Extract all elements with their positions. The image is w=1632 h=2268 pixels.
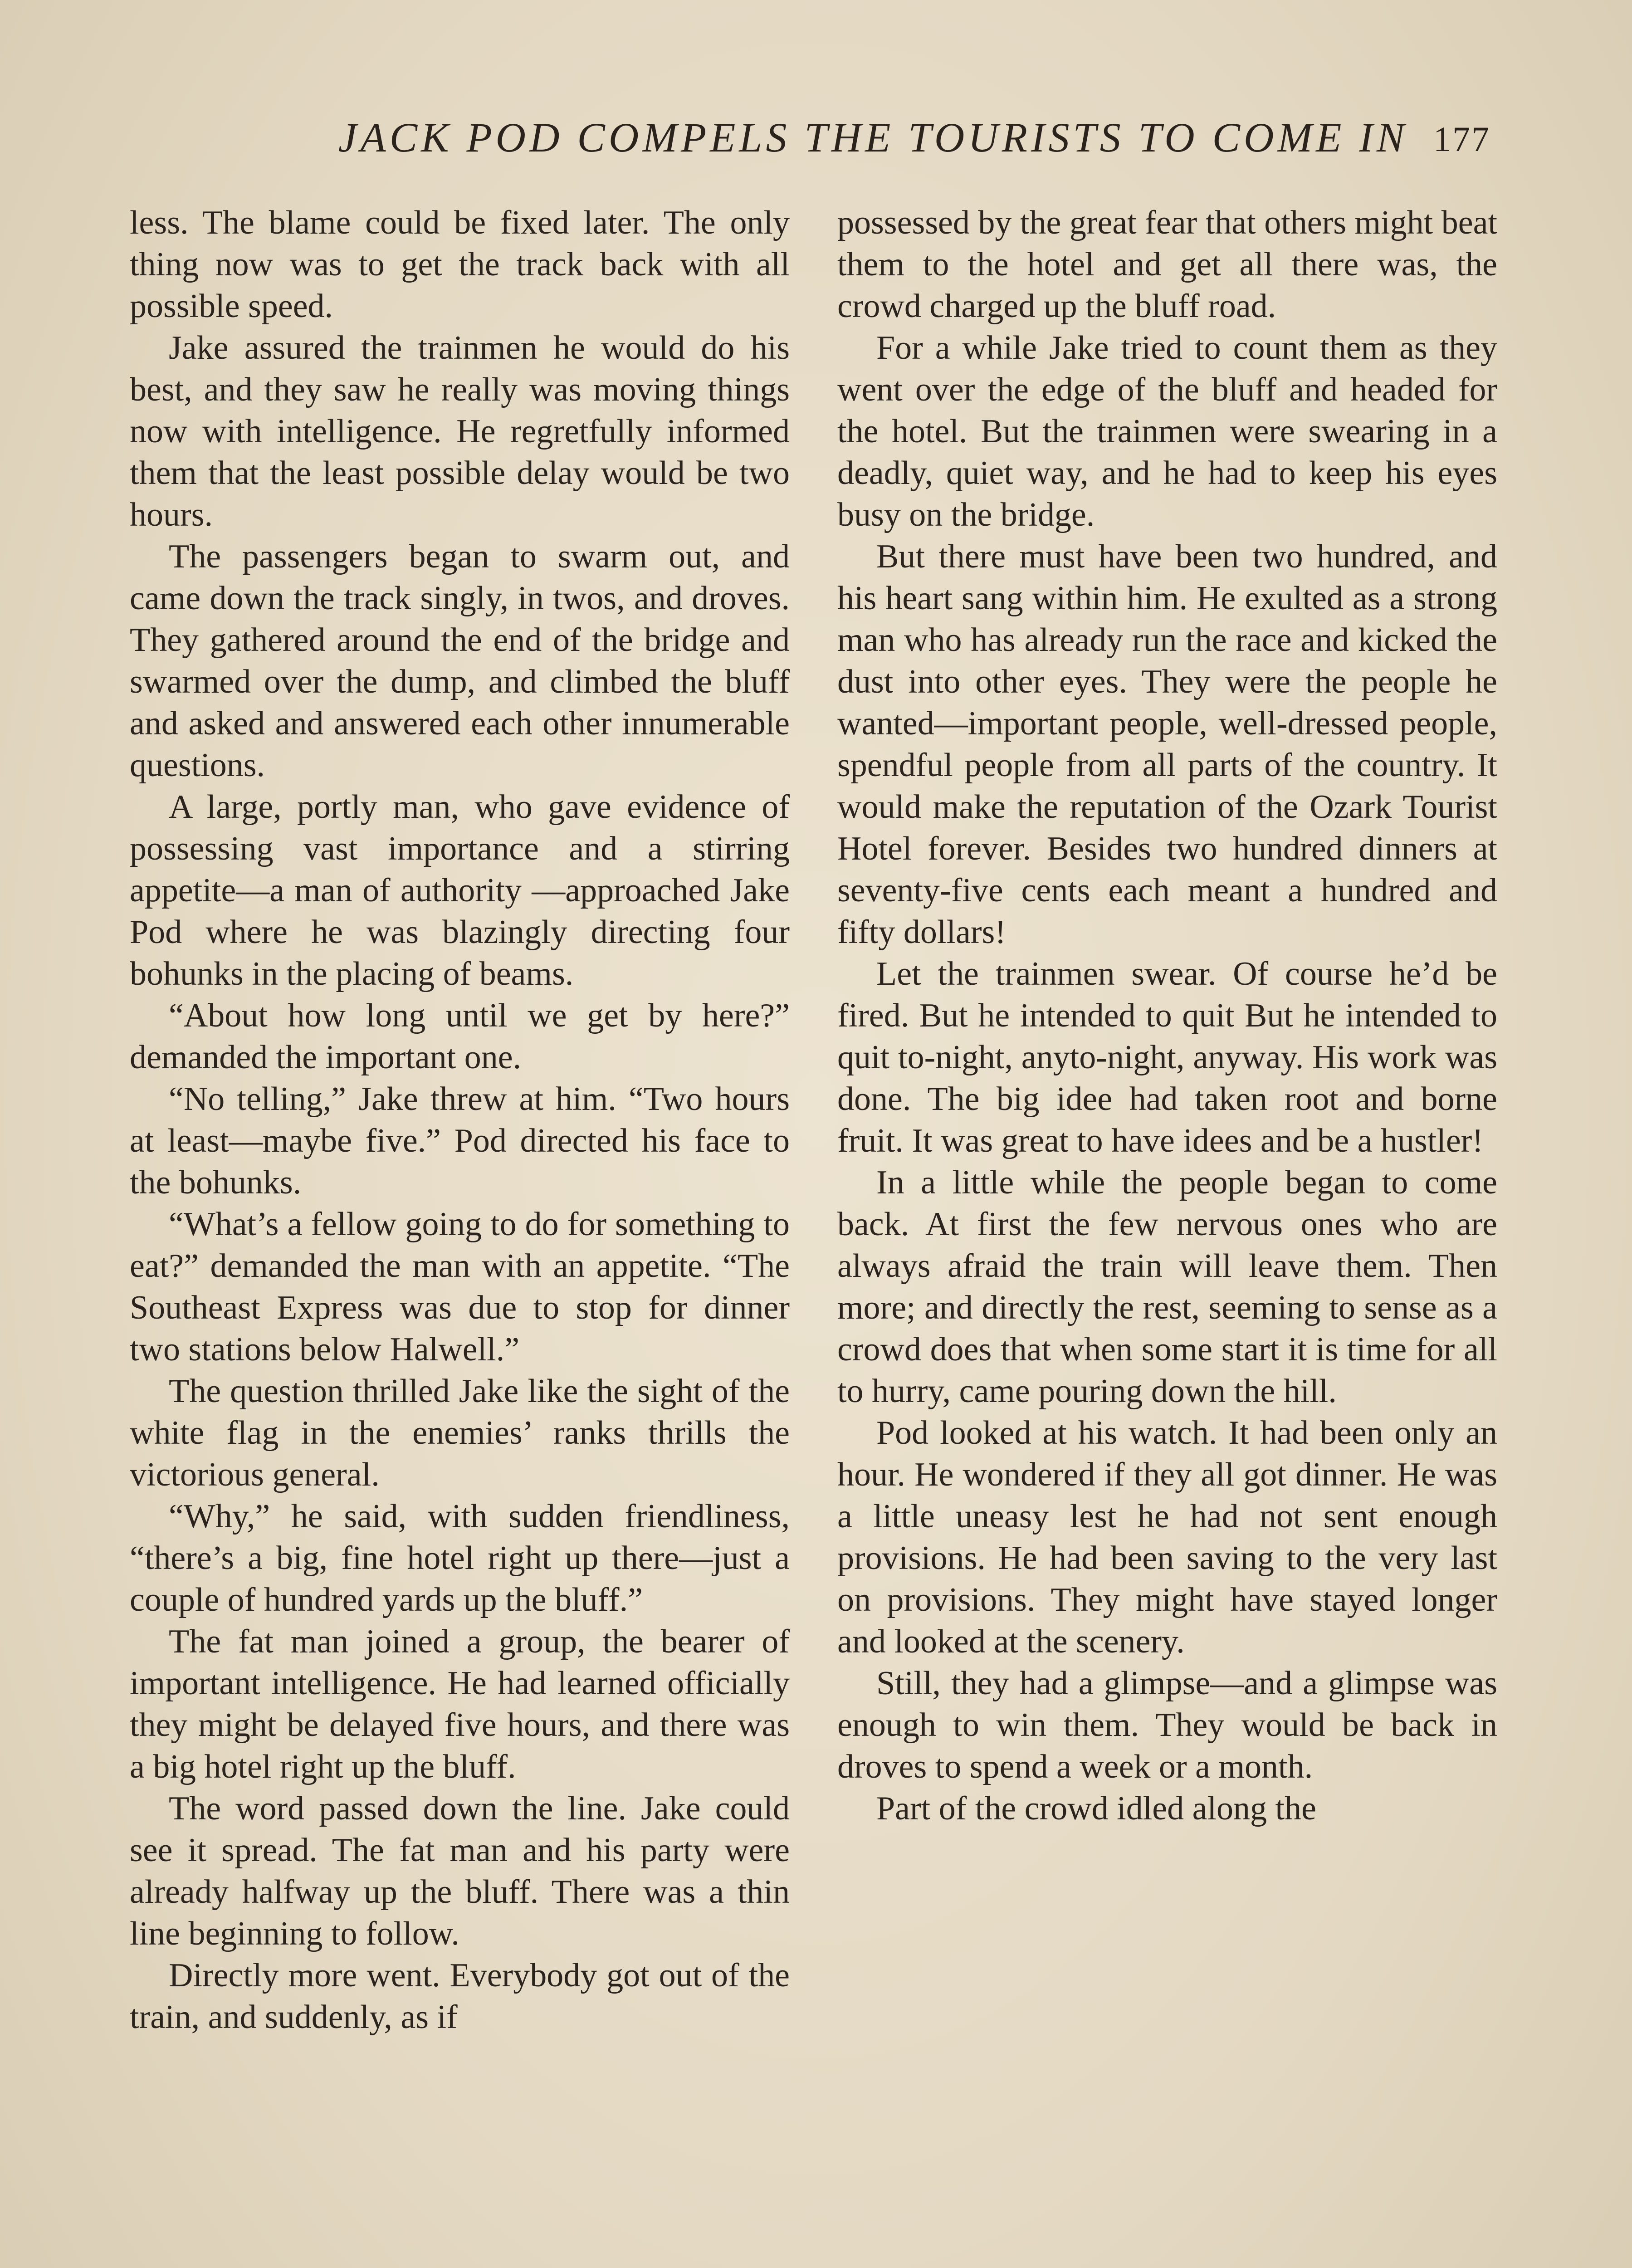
paragraph: The fat man joined a group, the bearer of important intelligence. He had learned officially they might be delayed five hours, and there was a big hotel right up the bluff. [130, 1623, 790, 1785]
paragraph: Let the trainmen swear. Of course he’d be fired. But he intended to quit But he intended to quit to-night, anyto-night, anyway. His work was done. The big idee had taken root and borne fruit. It was great to have idees and be a hustler! [837, 955, 1497, 1159]
paragraph: The passengers began to swarm out, and came down the track singly, in twos, and droves. They gathered around the end of the bridge and swarmed over the dump, and climbed the bluff and asked and answered each other innumerable questions. [130, 538, 790, 784]
paragraph: Jake assured the trainmen he would do his best, and they saw he really was moving things now with intelligence. He regretfully informed them that the least possible delay would be two hours. [130, 329, 790, 533]
paragraph: possessed by the great fear that others might beat them to the hotel and get all there was, the crowd charged up the bluff road. [837, 204, 1497, 325]
paragraph: Part of the crowd idled along the [876, 1790, 1316, 1827]
paragraph: For a while Jake tried to count them as they went over the edge of the bluff and headed for the hotel. But the trainmen were swearing in a deadly, quiet way, and he had to keep his eyes busy on the bridge. [837, 329, 1497, 533]
paragraph: In a little while the people began to come back. At first the few nervous ones who are always afraid the train will leave them. Then more; and directly the rest, seeming to sense as a crowd does that when some start it is time for all to hurry, came pouring down the hill. [837, 1164, 1497, 1410]
paragraph: Still, they had a glimpse—and a glimpse was enough to win them. They would be back in droves to spend a week or a month. [837, 1665, 1497, 1785]
paragraph: The word passed down the line. Jake could see it spread. The fat man and his party were already halfway up the bluff. There was a thin line beginning to follow. [130, 1790, 790, 1952]
running-head: JACK POD COMPELS THE TOURISTS TO COME IN [338, 114, 1408, 161]
paragraph: “No telling,” Jake threw at him. “Two hours at least—maybe five.” Pod directed his face to the bohunks. [130, 1080, 790, 1201]
paragraph: “About how long until we get by here?” demanded the important one. [130, 997, 790, 1076]
paragraph: less. The blame could be fixed later. The only thing now was to get the track back with all possible speed. [130, 204, 790, 325]
paragraph: “What’s a fellow going to do for something to eat?” demanded the man with an appetite. “The Southeast Express was due to stop for dinner two stations below Halwell.” [130, 1206, 790, 1368]
left-column [130, 202, 790, 2038]
page-number: 177 [1433, 119, 1490, 159]
paragraph: The question thrilled Jake like the sight of the white flag in the enemies’ ranks thrills the victorious general. [130, 1373, 790, 1493]
paragraph: But there must have been two hundred, and his heart sang within him. He exulted as a strong man who has already run the race and kicked the dust into other eyes. They were the people he wanted—important people, well-dressed people, spendful people from all parts of the country. It would make the reputation of the Ozark Tourist Hotel forever. Besides two hundred dinners at seventy-five cents each meant a hundred and fifty dollars! [837, 538, 1497, 951]
paragraph: A large, portly man, who gave evidence of possessing vast importance and a stirring appetite—a man of authority —approached Jake Pod where he was blazingly directing four bohunks in the placing of beams. [130, 788, 790, 992]
paragraph: Directly more went. Everybody got out of the train, and suddenly, as if [130, 1957, 790, 2036]
paragraph: Pod looked at his watch. It had been only an hour. He wondered if they all got dinner. He was a little uneasy lest he had not sent enough provisions. He had been saving to the very last on provisions. They might have stayed longer and looked at the scenery. [837, 1414, 1497, 1660]
paragraph: “Why,” he said, with sudden friendliness, “there’s a big, fine hotel right up there—just a couple of hundred yards up the bluff.” [130, 1498, 790, 1618]
right-column [837, 202, 1497, 1829]
